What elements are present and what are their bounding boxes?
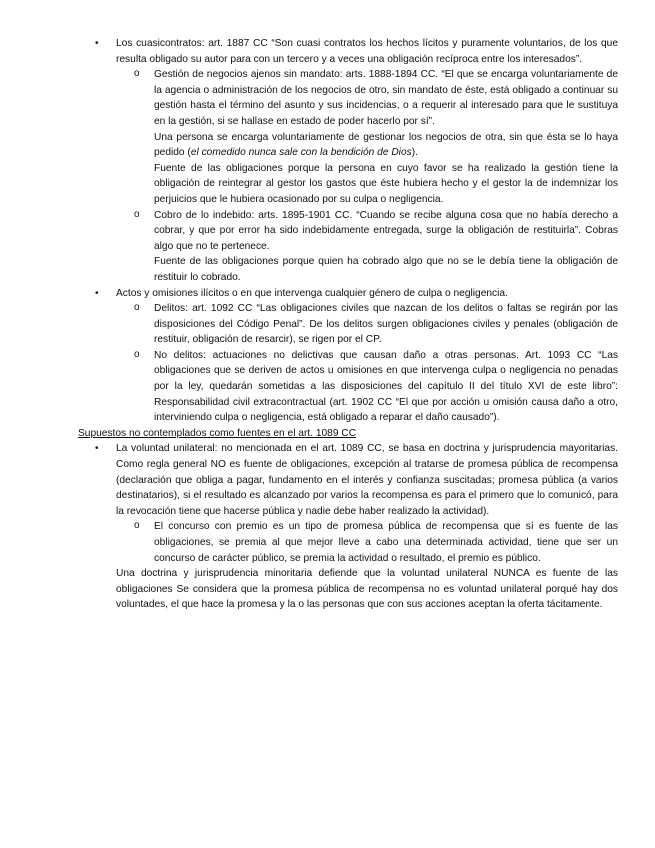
document-body: [78, 36, 618, 613]
list-item-no-delitos: [78, 348, 618, 426]
subbullet-icon: o: [134, 68, 140, 80]
subbullet-icon: o: [134, 520, 140, 532]
no-delitos-text: No delitos: actuaciones no delictivas que causan daño a otras personas. Art. 1093 CC “Las obligaciones que se deriven de actos u omisiones en que intervenga culpa o negligencia no penadas por la ley, quedarán sometidas a las disposiciones del capítulo II del título XVI de este libro”: Responsabilidad civil extracontractual (art. 1902 CC “El que por acción u omisión causa daño a otro, interviniendo culpa o negligencia, está obligado a reparar el daño causado”).: [154, 349, 618, 424]
cobro-paragraph: Fuente de las obligaciones porque quien ha cobrado algo que no se le debía tiene la obligación de restituir lo cobrado.: [154, 256, 618, 283]
cobro-text: Cobro de lo indebido: arts. 1895-1901 CC. “Cuando se recibe alguna cosa que no había derecho a cobrar, y que por error ha sido indebidamente entregada, surge la obligación de restituirla”. Cobras algo que no te pertenece.: [154, 209, 618, 252]
subbullet-icon: o: [134, 302, 140, 314]
voluntad-text: La voluntad unilateral: no mencionada en el art. 1089 CC, se basa en doctrina y jurisprudencia mayoritarias. Como regla general NO es fuente de obligaciones, excepción al tratarse de promesa pública de recompensa (declaración que obliga a pagar, fundamento en el interés y confianza suscitadas; promesa pública (a varios destinatarios), si el resultado es alcanzado por varios la recompensa es para el primero que lo comunicó, para la revocación tiene que hacerse pública y nadie debe haber realizado la actividad).: [116, 443, 618, 517]
list-item-cuasicontratos: [78, 36, 618, 67]
gestion-paragraph-2: Fuente de las obligaciones porque la persona en cuyo favor se ha realizado la gestión tiene la obligación de reintegrar al gestor los gastos que éste hubiera hecho y el gestor la de indemnizar los perjuicios que le hubiera ocasionado por su culpa o negligencia.: [154, 162, 618, 205]
gestion-paragraph-1: Una persona se encarga voluntariamente de gestionar los negocios de otra, sin que ésta se lo haya pedido (el comedido nunca sale con la bendición de Dios).: [154, 131, 618, 159]
subbullet-icon: o: [134, 208, 140, 220]
bullet-icon: •: [95, 287, 99, 299]
delitos-text: Delitos: art. 1092 CC “Las obligaciones civiles que nazcan de los delitos o faltas se regirán por las disposiciones del Código Penal”. De los delitos surgen obligaciones civiles y penales (obligación de restituir, obligación de resarcir), se rigen por el CP.: [154, 303, 618, 346]
bullet-icon: •: [95, 443, 99, 455]
bullet-icon: •: [95, 38, 99, 49]
list-item-concurso: [78, 519, 618, 566]
list-item-voluntad-unilateral: [78, 441, 618, 519]
concurso-text: El concurso con premio es un tipo de promesa pública de recompensa que sí es fuente de las obligaciones, se premia al que mejor lleve a cabo una determinada actividad, tiene que ser un concurso de carácter público, se premia la actividad o resultado, el premio es público.: [154, 521, 618, 564]
list-item-actos-ilicitos: [78, 286, 618, 302]
gestion-text: Gestión de negocios ajenos sin mandato: arts. 1888-1894 CC. “El que se encarga voluntariamente de la agencia o administración de los negocios de otro, sin mandato de éste, está obligado a continuar su gestión hasta el término del asunto y sus incidencias, o a requerir al interesado para que le sustituya en la gestión, si se hallase en estado de poder hacerlo por sí”.: [154, 69, 618, 127]
subbullet-icon: o: [134, 348, 140, 360]
list-item-delitos: [78, 301, 618, 348]
section-heading: Supuestos no contemplados como fuentes en el art. 1089 CC: [78, 427, 357, 439]
gestion-italic-quote: el comedido nunca sale con la bendición de Dios: [190, 147, 412, 159]
list-item-gestion-negocios: [78, 67, 618, 129]
doctrina-paragraph: Una doctrina y jurisprudencia minoritaria defiende que la voluntad unilateral NUNCA es fuente de las obligaciones Se considera que la promesa pública de recompensa no es voluntad unilateral porqué hay dos voluntades, el que hace la promesa y la o las personas que con sus acciones aceptan la oferta tácitamente.: [116, 568, 618, 611]
cuasicontratos-text: Los cuasicontratos: art. 1887 CC “Son cuasi contratos los hechos lícitos y puramente voluntarios, de los que resulta obligado su autor para con un tercero y a veces una obligación recíproca entre los interesados”.: [116, 38, 618, 65]
list-item-cobro-indebido: [78, 208, 618, 255]
actos-text: Actos y omisiones ilícitos o en que intervenga cualquier género de culpa o negligencia.: [116, 287, 508, 299]
